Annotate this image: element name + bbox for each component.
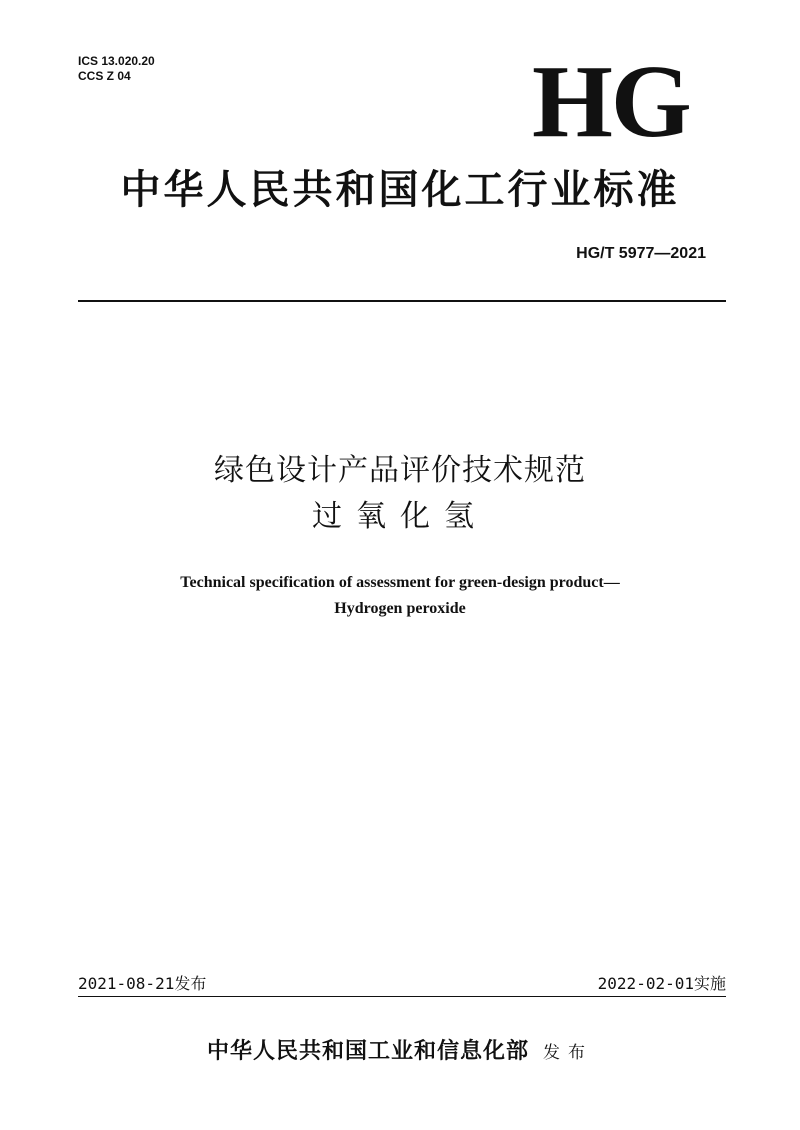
english-title-line-2: Hydrogen peroxide	[334, 600, 466, 617]
publisher-line	[0, 1036, 800, 1068]
standard-number: HG/T 5977—2021	[576, 245, 706, 262]
publisher-action: 发布	[543, 1043, 593, 1063]
hg-logo: HG	[532, 44, 690, 159]
issue-date: 2021-08-21	[78, 974, 175, 993]
footer-divider	[78, 996, 726, 997]
chinese-title-line-1: 绿色设计产品评价技术规范	[214, 453, 586, 488]
implementation-label: 实施	[693, 974, 726, 993]
issue-label: 发布	[174, 974, 207, 993]
standard-category-title: 中华人民共和国化工行业标准	[120, 167, 680, 213]
english-title-line-1: Technical specification of assessment for green-design product—	[180, 574, 620, 591]
ccs-code: CCS Z 04	[78, 69, 131, 83]
chinese-title-line-2: 过氧化氢	[312, 499, 488, 534]
issue-date-line	[78, 974, 206, 994]
classification-codes	[78, 54, 155, 84]
implementation-date-line	[598, 974, 726, 994]
header-divider	[78, 300, 726, 302]
publisher-name: 中华人民共和国工业和信息化部	[206, 1038, 529, 1064]
implementation-date: 2022-02-01	[597, 974, 694, 993]
ics-code: ICS 13.020.20	[78, 54, 155, 68]
